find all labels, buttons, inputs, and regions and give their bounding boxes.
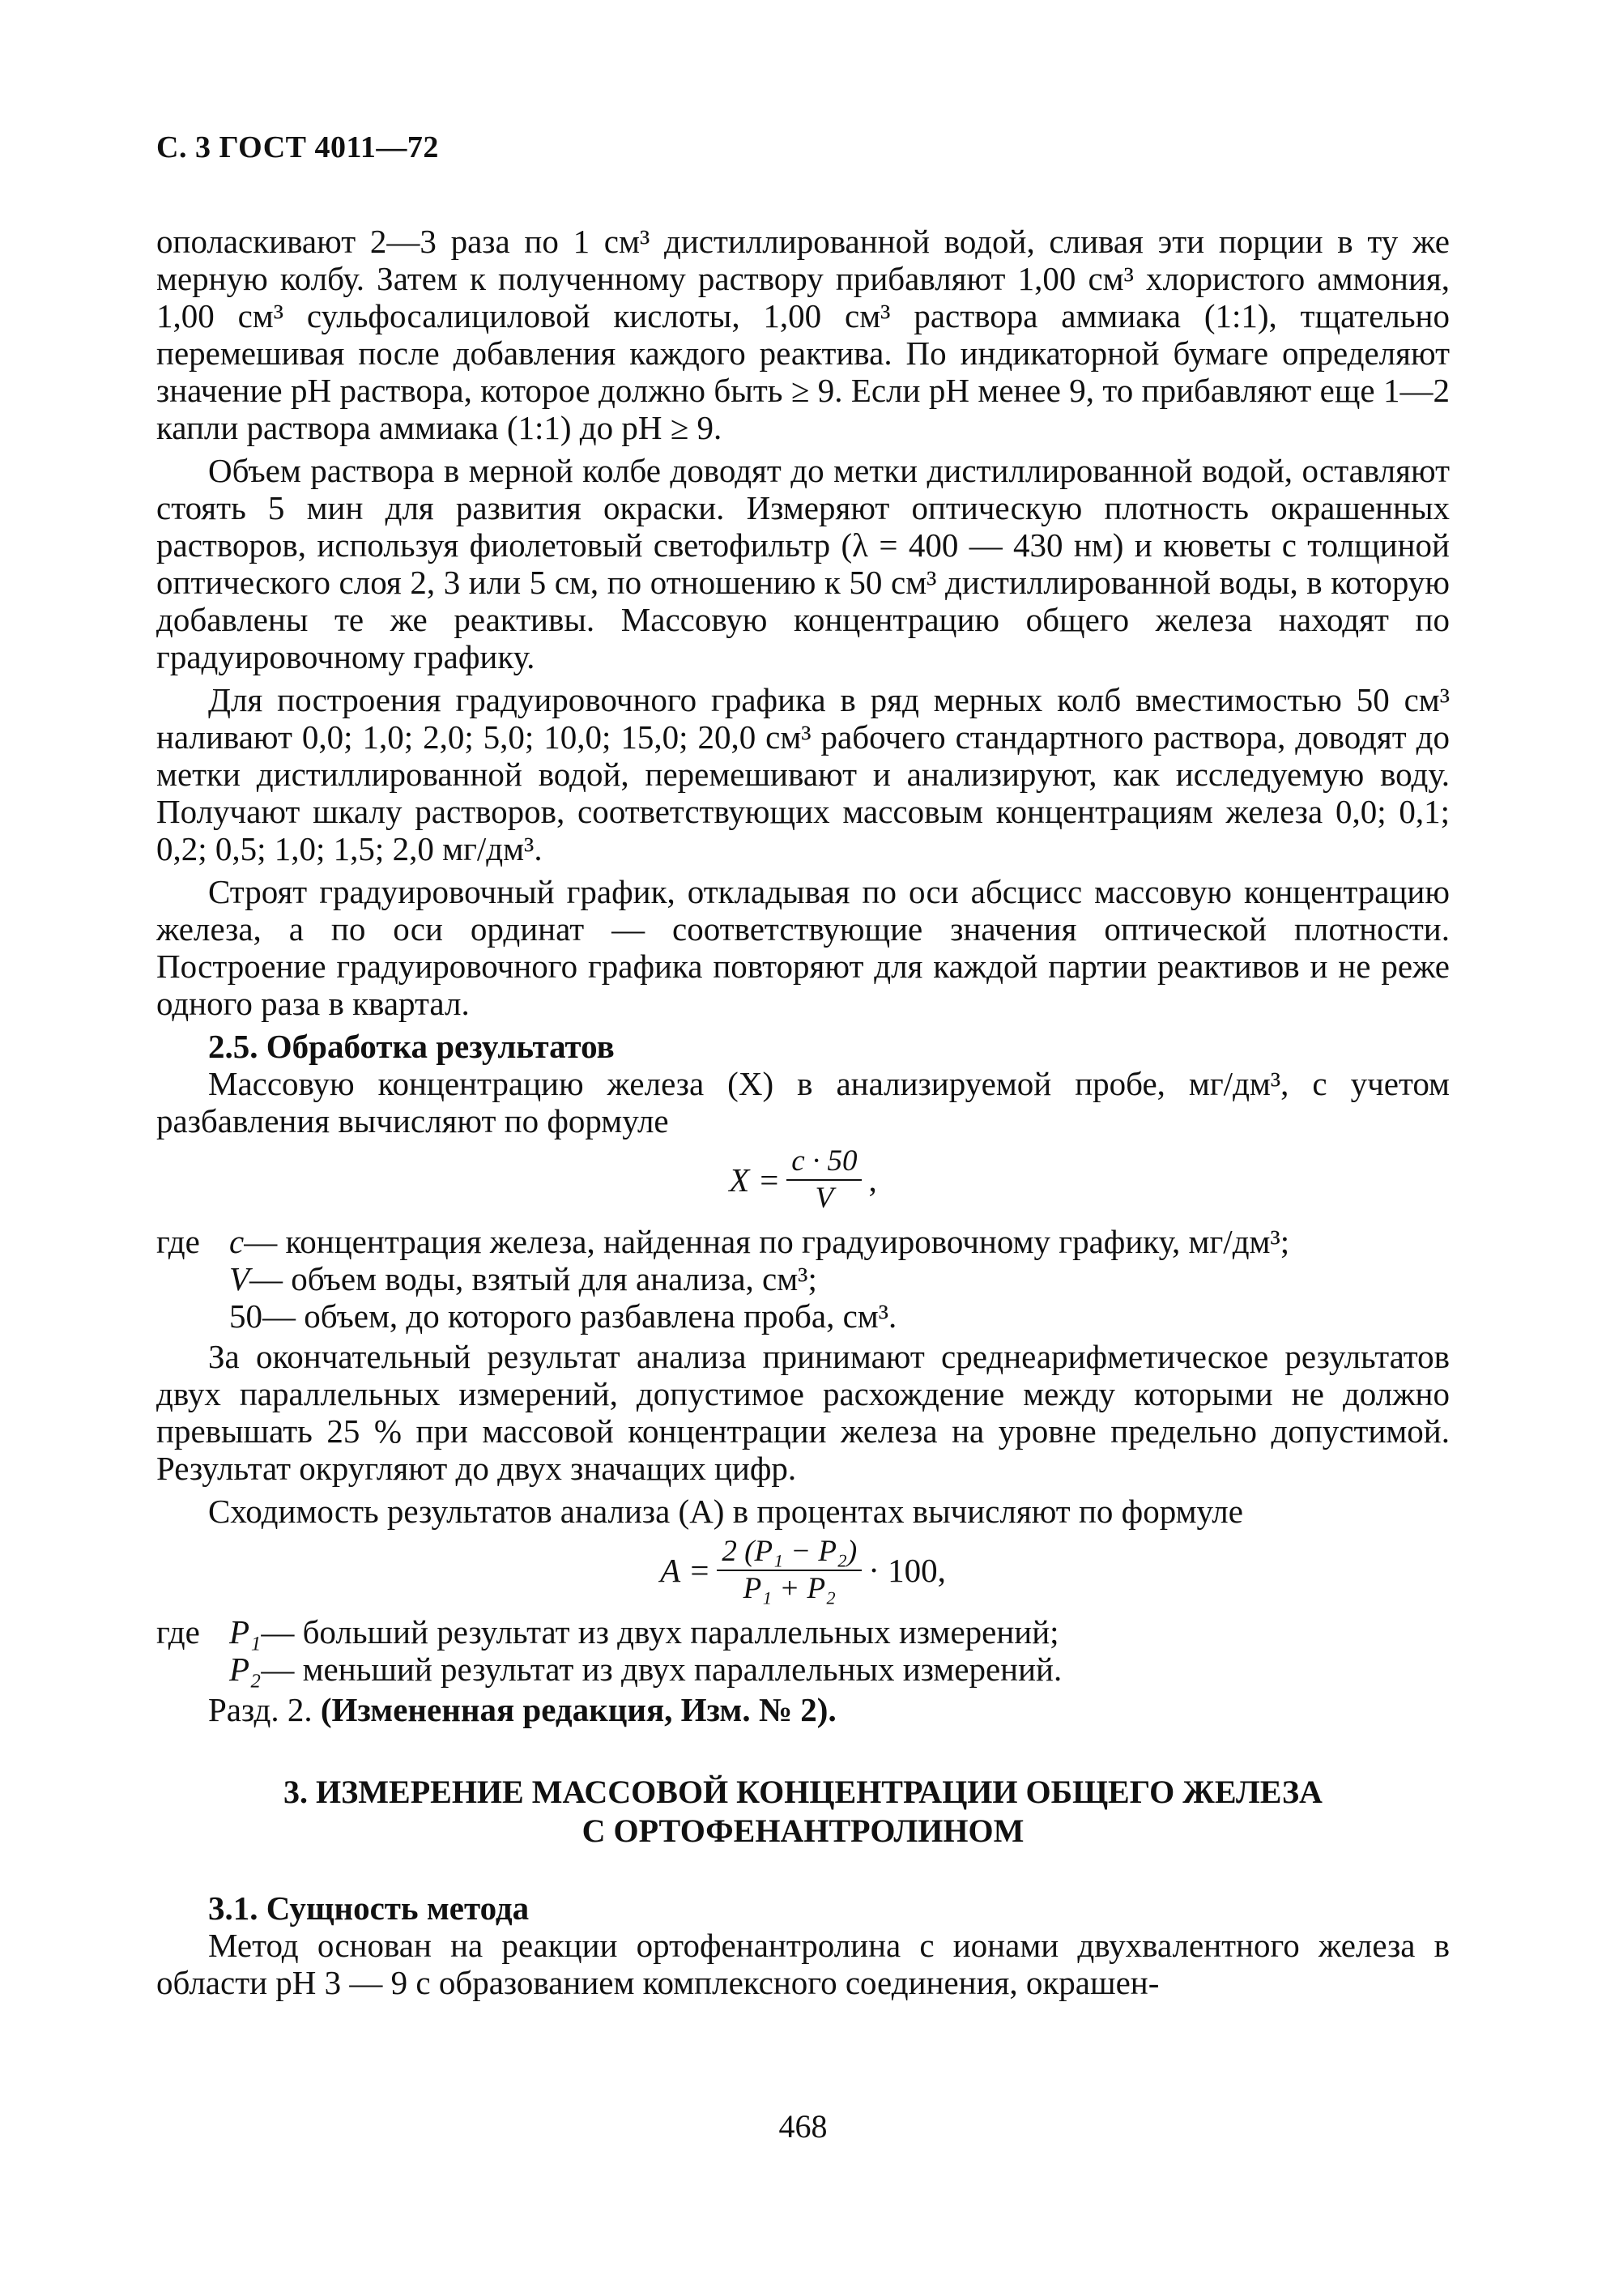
amendment-note-ref: Разд. 2. <box>208 1691 313 1728</box>
paragraph-3: Для построения градуировочного графика в ряд мерных колб вместимостью 50 см³ наливают 0,0; 1,0; 2,0; 5,0; 10,0; 15,0; 20,0 см³ рабочего стандартного раствора, доводят до метки дистиллированной водой, перемешивают и анализируют, как исследуемую воду. Получают шкалу растворов, соответствующих массовым концентрациям железа 0,0; 0,1; 0,2; 0,5; 1,0; 1,5; 2,0 мг/дм³. <box>156 681 1450 867</box>
definition-symbol: P₂ <box>229 1651 262 1688</box>
formula-x <box>156 1145 1450 1215</box>
definition-symbol: 50 <box>229 1297 262 1335</box>
formula-a-fraction <box>717 1536 862 1605</box>
document-body <box>156 223 1450 2007</box>
section-3-title <box>156 1773 1450 1851</box>
paragraph-5: Массовую концентрацию железа (X) в анализируемой пробе, мг/дм³, с учетом разбавления вычисляют по формуле <box>156 1065 1450 1139</box>
section-3-title-line-2: С ОРТОФЕНАНТРОЛИНОМ <box>581 1813 1025 1849</box>
formula-a-numerator: 2 (P₁ − P₂) <box>717 1536 862 1571</box>
formula-x-tail: , <box>868 1161 877 1199</box>
subsection-3-1-title: 3.1. Сущность метода <box>208 1889 530 1927</box>
definition-text: — объем воды, взятый для анализа, см³; <box>249 1260 817 1297</box>
definition-row <box>156 1223 1450 1260</box>
definition-row <box>156 1260 1450 1297</box>
page-header: С. 3 ГОСТ 4011—72 <box>156 130 439 164</box>
definition-lead: где <box>156 1613 200 1651</box>
paragraph-7: Сходимость результатов анализа (A) в процентах вычисляют по формуле <box>208 1493 1243 1530</box>
formula-a-tail: · 100, <box>868 1552 946 1589</box>
paragraph-1: ополаскивают 2—3 раза по 1 см³ дистиллированной водой, сливая эти порции в ту же мерную колбу. Затем к полученному раствору прибавляют 1,00 см³ хлористого аммония, 1,00 см³ сульфосалициловой кислоты, 1,00 см³ раствора аммиака (1:1), тщательно перемешивая после добавления каждого реактива. По индикаторной бумаге определяют значение pH раствора, которое должно быть ≥ 9. Если pH менее 9, то прибавляют еще 1—2 капли раствора аммиака (1:1) до pH ≥ 9. <box>156 223 1450 446</box>
formula-x-lhs: X = <box>729 1161 781 1199</box>
paragraph-8: Метод основан на реакции ортофенантролина с ионами двухвалентного железа в области pH 3 — 9 с образованием комплексного соединения, окрашен- <box>156 1927 1450 2001</box>
formula-x-definitions <box>156 1223 1450 1335</box>
paragraph-4: Строят градуировочный график, откладывая по оси абсцисс массовую концентрацию железа, а по оси ординат — соответствующие значения оптической плотности. Построение градуировочного графика повторяют для каждой партии реактивов и не реже одного раза в квартал. <box>156 873 1450 1022</box>
paragraph-6: За окончательный результат анализа принимают среднеарифметическое результатов двух параллельных измерений, допустимое расхождение между которыми не должно превышать 25 % при массовой концентрации железа на уровне предельно допустимой. Результат округляют до двух значащих цифр. <box>156 1338 1450 1487</box>
formula-x-numerator: c · 50 <box>786 1145 862 1181</box>
formula-a-lhs: A = <box>660 1552 711 1589</box>
definition-row <box>156 1297 1450 1335</box>
formula-a-definitions <box>156 1613 1450 1688</box>
definition-row <box>156 1613 1450 1651</box>
paragraph-2: Объем раствора в мерной колбе доводят до метки дистиллированной водой, оставляют стоять 5 мин для развития окраски. Измеряют оптическую плотность окрашенных растворов, используя фиолетовый светофильтр (λ = 400 — 430 нм) и кюветы с толщиной оптического слоя 2, 3 или 5 см, по отношению к 50 см³ дистиллированной воды, в которую добавлены те же реактивы. Массовую концентрацию общего железа находят по градуировочному графику. <box>156 452 1450 675</box>
formula-a-denominator: P₁ + P₂ <box>743 1572 836 1605</box>
formula-a <box>156 1536 1450 1605</box>
definition-text: — меньший результат из двух параллельных измерений. <box>261 1651 1063 1688</box>
formula-x-denominator: V <box>815 1182 834 1215</box>
subsection-2-5-title: 2.5. Обработка результатов <box>208 1028 615 1065</box>
section-3-title-line-1: 3. ИЗМЕРЕНИЕ МАССОВОЙ КОНЦЕНТРАЦИИ ОБЩЕГО ЖЕЛЕЗА <box>283 1774 1323 1810</box>
definition-lead <box>156 1651 229 1688</box>
definition-symbol: V <box>229 1260 250 1297</box>
definition-text: — концентрация железа, найденная по градуировочному графику, мг/дм³; <box>244 1223 1290 1260</box>
definition-symbol: c <box>229 1223 245 1260</box>
definition-symbol: P₁ <box>229 1613 262 1651</box>
definition-row <box>156 1651 1450 1688</box>
page-number: 468 <box>778 2108 828 2145</box>
amendment-note-bold: (Измененная редакция, Изм. № 2). <box>320 1691 837 1728</box>
definition-text: — объем, до которого разбавлена проба, см³. <box>262 1297 897 1335</box>
definition-text: — больший результат из двух параллельных измерений; <box>261 1613 1059 1651</box>
definition-lead: где <box>156 1223 200 1260</box>
formula-x-fraction <box>786 1145 862 1215</box>
definition-lead <box>156 1260 229 1297</box>
amendment-note <box>156 1691 1450 1728</box>
definition-lead <box>156 1297 229 1335</box>
